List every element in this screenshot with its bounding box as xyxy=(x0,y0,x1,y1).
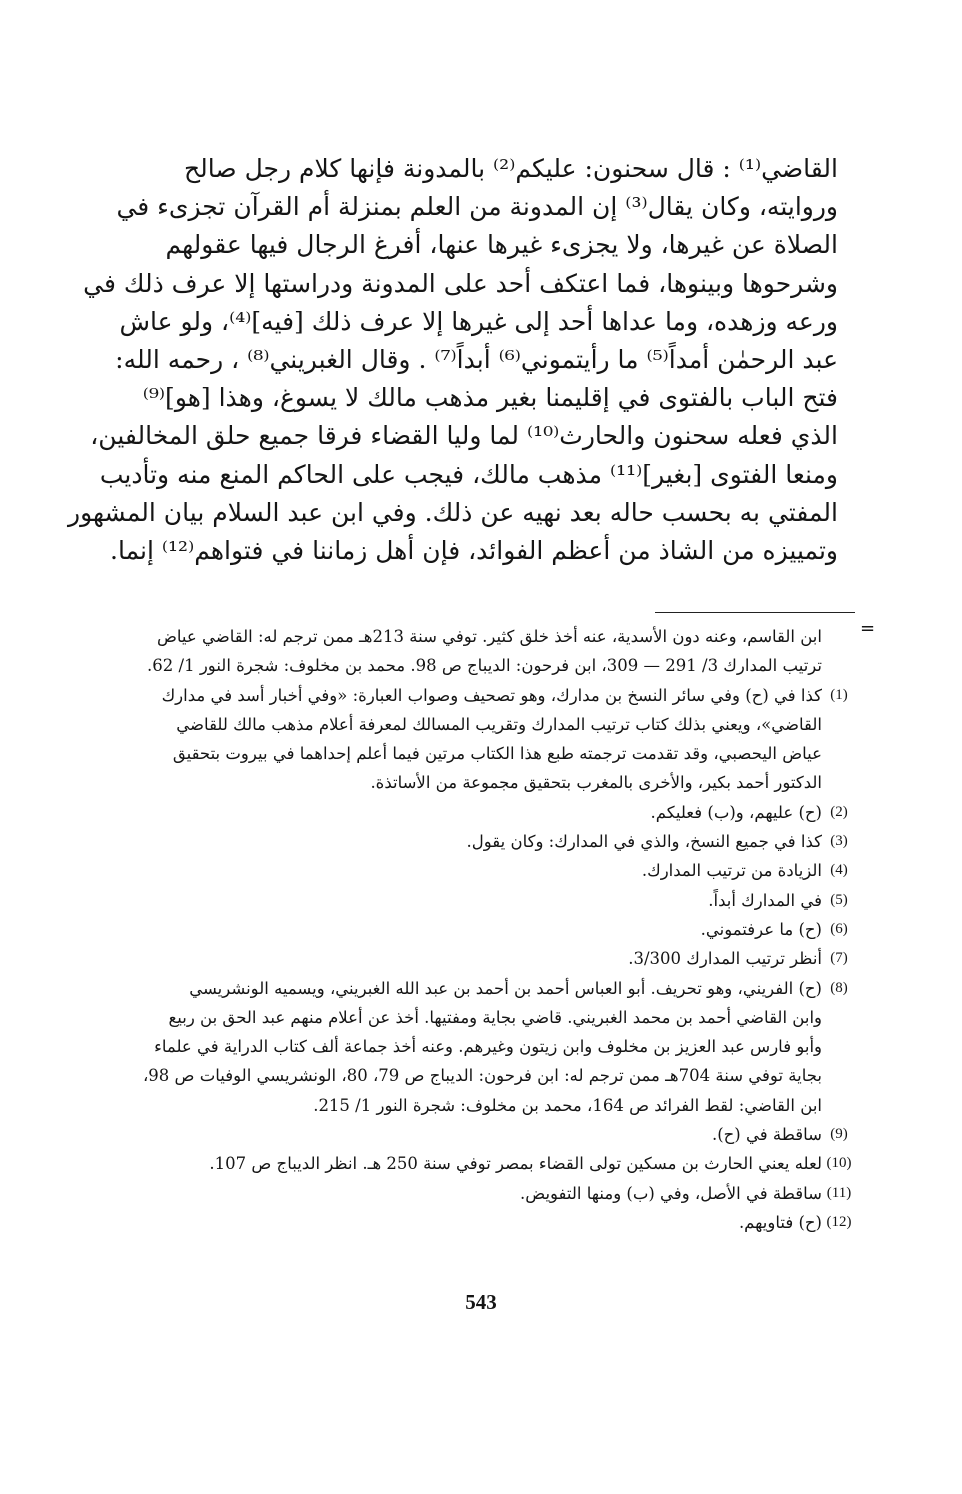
footnote-text xyxy=(118,944,822,973)
footnote-text xyxy=(118,974,822,1120)
footnote-line: (ح) فتاويهم. xyxy=(738,1212,822,1232)
footnote-line: ساقطة في (ح). xyxy=(711,1125,822,1145)
footnote-item xyxy=(118,1149,856,1178)
main-text-line: القاضي⁽¹⁾ : قال سحنون: عليكم⁽²⁾ بالمدونة فإنها كلام رجل صالح xyxy=(184,154,838,183)
footnote-text xyxy=(118,681,822,798)
footnote-text xyxy=(118,827,822,856)
footnote-text xyxy=(118,1179,822,1208)
footnote-line: (ح) عليهم، و(ب) فعليكم. xyxy=(650,802,822,822)
main-body-text xyxy=(68,150,838,570)
footnote-number: (12) xyxy=(826,1213,852,1230)
footnote-line: ابن القاسم، وعنه دون الأسدية، عنه أخذ خلق كثير. توفي سنة 213هـ ممن ترجم له: القاضي عياض xyxy=(156,627,822,646)
footnote-number: (2) xyxy=(830,803,848,820)
footnote-item xyxy=(118,827,856,856)
footnote-line: الدكتور أحمد بكير، والأخرى بالمغرب بتحقيق مجموعة من الأساتذة. xyxy=(370,773,822,793)
footnote-line: ترتيب المدارك 3/ 291 — 309، ابن فرحون: الديباج ص 98. محمد بن مخلوف: شجرة النور 1/ 62. xyxy=(147,656,822,676)
footnote-line: القاضي»، ويعني بذلك كتاب ترتيب المدارك وتقريب المسالك لمعرفة أعلام مذهب مالك للقاضي xyxy=(176,714,822,734)
main-text-line: ورعه وزهده، وما عداها أحد إلى غيرها إلا عرف ذلك [فيه]⁽⁴⁾، ولو عاش xyxy=(119,306,838,336)
footnote-text xyxy=(118,1120,822,1149)
footnote-number: (11) xyxy=(826,1184,852,1201)
footnote-line: كذا في جميع النسخ، والذي في المدارك: وكان يقول. xyxy=(466,832,822,852)
footnote-text xyxy=(118,1149,822,1178)
footnote-line: لعله يعني الحارث بن مسكين تولى القضاء بمصر توفي سنة 250 هـ. انظر الديباج ص 107. xyxy=(209,1154,822,1174)
footnote-line: أنظر ترتيب المدارك 3/300. xyxy=(628,949,822,969)
main-text-line: ومنعا الفتوى [بغير]⁽¹¹⁾ مذهب مالك، فيجب على الحاكم المنع منه وتأديب xyxy=(99,459,838,489)
footnote-line: وابن القاضي أحمد بن محمد الغبريني. قاضي بجاية ومفتيها. أخذ عن أعلام منهم عبد الحق بن ربيع xyxy=(168,1007,822,1027)
footnote-text xyxy=(118,1208,822,1237)
main-text-line: عبد الرحمٰن أمداً⁽⁵⁾ ما رأيتموني⁽⁶⁾ أبداً⁽⁷⁾ . وقال الغبريني⁽⁸⁾ ، رحمه الله: xyxy=(115,345,838,375)
footnote-text xyxy=(118,622,822,681)
main-text-line: الصلاة عن غيرها، ولا يجزىء غيرها عنها، أفرغ الرجال فيها عقولهم xyxy=(165,230,838,260)
footnote-line: في المدارك أبداً. xyxy=(708,890,822,910)
footnote-item xyxy=(118,1208,856,1237)
footnote-line: (ح) ما عرفتموني. xyxy=(700,919,822,939)
footnote-item xyxy=(118,1179,856,1208)
footnote-item xyxy=(118,944,856,973)
footnote-number: (1) xyxy=(830,686,848,703)
footnote-line: وأبو فارس عبد العزيز بن مخلوف وابن زيتون وغيرهم. وعنه أخذ جماعة ألف كتاب الدراية في علماء xyxy=(154,1037,822,1057)
main-text-line: وشرحوها وبينوها، فما اعتكف أحد على المدونة ودراستها إلا عرف ذلك في xyxy=(83,268,838,298)
footnote-text xyxy=(118,915,822,944)
footnote-text xyxy=(118,798,822,827)
footnote-line: ساقطة في الأصل، وفي (ب) ومنها التفويض. xyxy=(519,1183,822,1203)
footnote-line: ابن القاضي: لقط الفرائد ص 164، محمد بن مخلوف: شجرة النور 1/ 215. xyxy=(313,1095,822,1115)
footnote-continuation-mark: = xyxy=(860,618,876,639)
footnote-item xyxy=(118,886,856,915)
footnote-text xyxy=(118,886,822,915)
footnotes-section xyxy=(118,622,856,1237)
footnote-item xyxy=(118,681,856,798)
footnote-item xyxy=(118,915,856,944)
footnote-item xyxy=(118,974,856,1120)
footnote-text xyxy=(118,856,822,885)
footnote-line: الزيادة من ترتيب المدارك. xyxy=(641,861,822,881)
main-text-line: وتمييزه من الشاذ من أعظم الفوائد، فإن أهل زماننا في فتواهم⁽¹²⁾ إنما. xyxy=(110,536,838,566)
footnote-line: كذا في (ح) وفي سائر النسخ بن مدارك، وهو تصحيف وصواب العبارة: «وفي أخبار أسد في مدارك xyxy=(161,685,822,705)
footnote-number: (8) xyxy=(830,979,848,996)
footnote-number: (5) xyxy=(830,891,848,908)
footnote-number: (3) xyxy=(830,833,848,850)
footnote-number: (9) xyxy=(830,1126,848,1143)
footnote-number: (4) xyxy=(830,862,848,879)
footnote-item xyxy=(118,622,856,681)
footnote-number: (7) xyxy=(830,950,848,967)
footnote-item xyxy=(118,856,856,885)
footnote-separator-rule xyxy=(655,612,855,613)
footnote-item xyxy=(118,798,856,827)
footnote-line: بجاية توفي سنة 704هـ ممن ترجم له: ابن فرحون: الديباج ص 79، 80، الونشريسي الوفيات ص 98، xyxy=(142,1066,822,1086)
footnote-line: (ح) الفريني، وهو تحريف. أبو العباس أحمد بن أحمد بن عبد الله الغبريني، ويسميه الونشريسي xyxy=(189,978,822,998)
main-text-line: الذي فعله سحنون والحارث⁽¹⁰⁾ لما وليا القضاء فرقا جميع حلق المخالفين، xyxy=(90,421,838,451)
page-number: 543 xyxy=(465,1290,497,1314)
footnote-number: (6) xyxy=(830,920,848,937)
footnote-number: (10) xyxy=(826,1155,852,1172)
main-text-line: المفتي به بحسب حاله بعد نهيه عن ذلك. وفي ابن عبد السلام بيان المشهور xyxy=(68,497,838,527)
main-text-line: وروايته، وكان يقال⁽³⁾ إن المدونة من العلم بمنزلة أم القرآن تجزىء في xyxy=(116,192,838,222)
footnote-line: عياض اليحصبي، وقد تقدمت ترجمته طبع هذا الكتاب مرتين فيما أعلم إحداهما في بيروت بتحقيق xyxy=(172,744,822,764)
main-text-line: فتح الباب بالفتوى في إقليمنا بغير مذهب مالك لا يسوغ، وهذا [هو]⁽⁹⁾ xyxy=(142,383,838,413)
footnote-item xyxy=(118,1120,856,1149)
